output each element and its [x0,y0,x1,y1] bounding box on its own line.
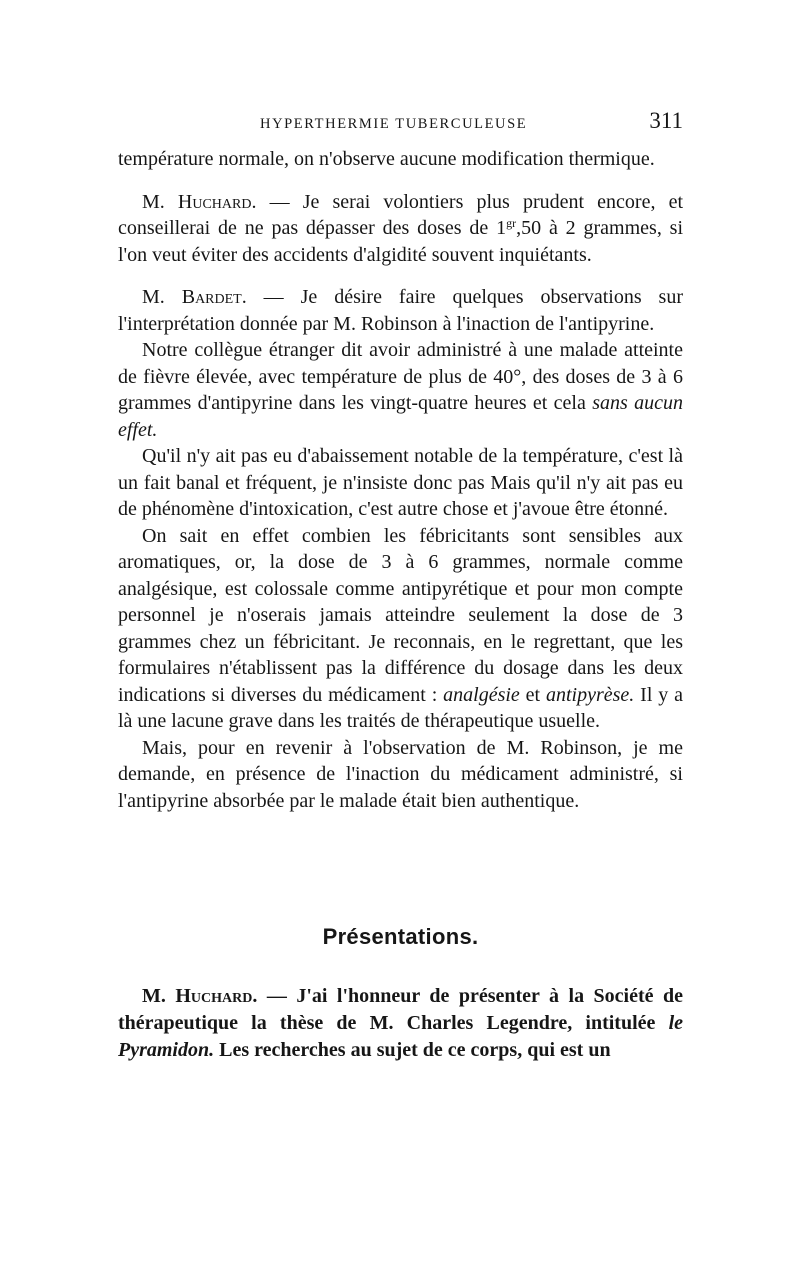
speaker-name: M. Huchard. [142,985,258,1007]
unit-superscript: gr [506,216,517,230]
paragraph [118,523,683,735]
italic-text: le Pyramidon. [118,1012,683,1061]
italic-text: sans aucun effet. [118,392,683,441]
italic-text: antipyrèse. [546,683,635,706]
speaker-name: M. Bardet. [142,286,247,308]
paragraph [118,443,683,523]
paragraph-huchard-presentation [118,983,683,1064]
body-text-presentations [118,983,683,1064]
paragraph-text: — J'ai l'honneur de présenter à la Société de thérapeutique la thèse de M. Charles Legendre, intitulée [118,985,683,1034]
paragraph-text: Les recherches au sujet de ce corps, qui est un [214,1039,611,1061]
paragraph-text: température normale, on n'observe aucune modification thermique. [118,148,655,170]
paragraph-huchard [118,189,683,269]
page-header [118,108,683,138]
paragraph [118,735,683,815]
section-heading: Présentations. [322,924,479,949]
paragraph-text: On sait en effet combien les fébricitants sont sensibles aux aromatiques, or, la dose de 3 à 6 grammes, normale comme analgésique, est colossale comme antipyrétique et pour mon compte personnel je n'oserais jamais atteindre seulement la dose de 3 grammes chez un fébricitant. Je reconnais, en le regrettant, que les formulaires n'établissent pas la différence du dosage dans les deux indications si diverses du médicament : [118,524,683,706]
paragraph [118,337,683,443]
body-text [118,146,683,814]
paragraph-text: ,50 à 2 grammes, si l'on veut éviter des accidents d'algidité souvent inquiétants. [118,217,683,266]
running-title: HYPERTHERMIE TUBERCULEUSE [260,116,528,132]
paragraph-text: Qu'il n'y ait pas eu d'abaissement notable de la température, c'est là un fait banal et fréquent, je n'insiste donc pas Mais qu'il n'y ait pas eu de phénomène d'intoxication, c'est autre chose et j'avoue être étonné. [118,445,683,520]
paragraph-text: — Je serai volontiers plus prudent encore, et conseillerai de ne pas dépasser des doses de 1 [118,190,684,239]
paragraph-text: Il y a là une lacune grave dans les traités de thérapeutique usuelle. [118,683,684,732]
paragraph-continuation [118,146,683,173]
paragraph-text: Notre collègue étranger dit avoir administré à une malade atteinte de fièvre élevée, avec température de plus de 40°, des doses de 3 à 6 grammes d'antipyrine dans les vingt-quatre heures et cela [118,339,683,414]
page-number: 311 [649,108,683,133]
paragraph-text: — Je désire faire quelques observations sur l'interprétation donnée par M. Robinson à l'inaction de l'antipyrine. [118,286,683,335]
paragraph-text: et [519,683,546,706]
paragraph-bardet [118,284,683,337]
paragraph-text: Mais, pour en revenir à l'observation de M. Robinson, je me demande, en présence de l'inaction du médicament administré, si l'antipyrine absorbée par le malade était bien authentique. [118,736,683,812]
speaker-name: M. Huchard. [142,190,257,213]
italic-text: analgésie [443,683,520,706]
